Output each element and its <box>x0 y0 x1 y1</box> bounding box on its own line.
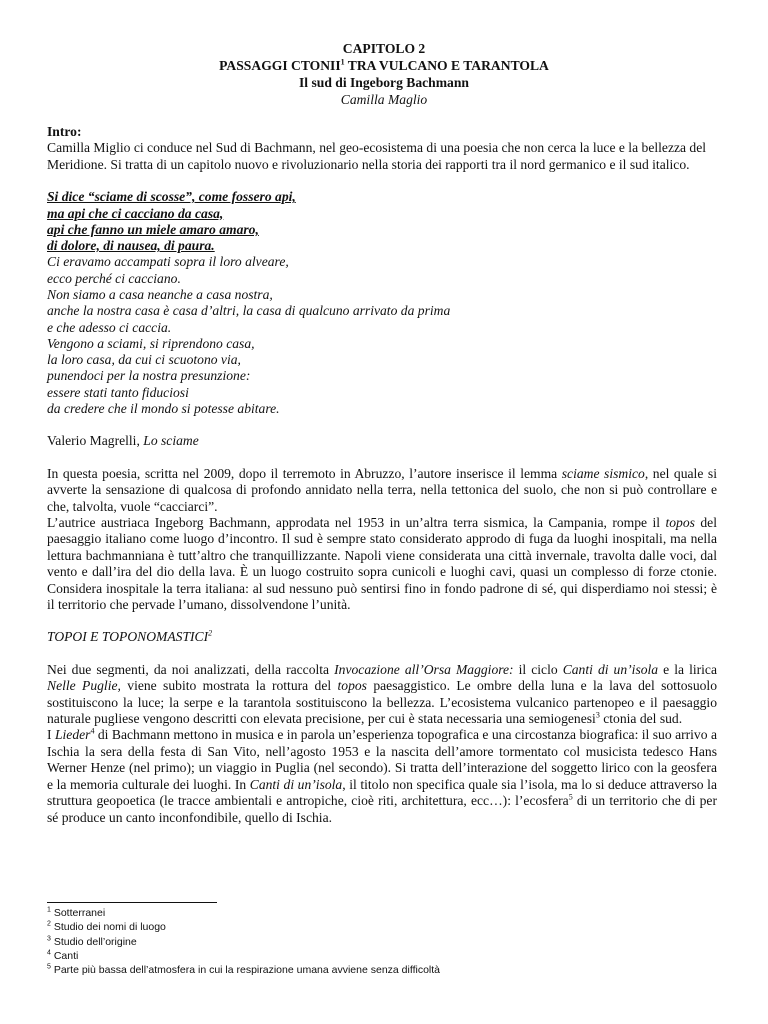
paragraph-3: Nei due segmenti, da noi analizzati, della raccolta Invocazione all’Orsa Maggiore: il ciclo Canti di un’isola e la lirica Nelle Puglie, viene subito mostrata la rottura del topos paesaggistico. Le ombre della luna e la lava del sottosuolo sostituiscono la luce; la serpe e la tarantola sostituiscono la bellezza. L’ecosistema vulcanico partenopeo e il paesaggio naturale pugliese vengono descritti con elevata precisione, per cui è stata necessaria una semiogenesi$^3$ ctonia del sud. <box>47 661 717 727</box>
poem-line: anche la nostra casa è casa d’altri, la casa di qualcuno arrivato da prima <box>47 303 451 319</box>
poem-line: ma api che ci cacciano da casa, <box>47 205 224 221</box>
poem-line: la loro casa, da cui ci scuotono via, <box>47 352 241 368</box>
footnote-ref-4: 4 <box>90 726 95 736</box>
poem-quote <box>47 189 717 417</box>
footnote-item: $^4$ Canti <box>47 949 79 962</box>
footnote-ref-3: 3 <box>595 710 600 720</box>
intro-label: Intro: <box>47 124 82 139</box>
footnote-ref-5: 5 <box>568 792 573 802</box>
paragraph-2: L’autrice austriaca Ingeborg Bachmann, approdata nel 1953 in un’altra terra sismica, la Campania, rompe il topos del paesaggio italiano come luogo d’incontro. Il sud è sempre stato considerato approdo di fuga da luoghi inospitali, ma nella lettura bachmanniana è tutt’altro che tranquillizzante. Napoli viene considerata una città invernale, travolta dalle voci, dal vento e dall’ira del dio della lava. È un luogo costruito sopra cunicoli e luoghi cavi, quasi un complesso di forze ctonie. Considera inospitale la terra italiana: al sud nessuno può sentirsi fino in fondo padrone di sé, qui disperdiamo noi stessi; è il territorio che pervade l’umano, dissolvendone l’unità. <box>47 515 717 613</box>
poem-line: ecco perché ci cacciano. <box>47 270 181 286</box>
poem-line: Vengono a sciami, si riprendono casa, <box>47 335 255 351</box>
footnote-item: $^5$ Parte più bassa dell’atmosfera in cui la respirazione umana avviene senza difficoltà <box>47 963 441 977</box>
poem-line: essere stati tanto fiduciosi <box>47 384 189 400</box>
poem-line: Si dice “sciame di scosse”, come fossero api, <box>47 189 296 205</box>
footnote-separator <box>47 902 217 903</box>
chapter-number: CAPITOLO 2 <box>342 41 426 56</box>
poem-line: punendoci per la nostra presunzione: <box>47 368 251 384</box>
poem-line: e che adesso ci caccia. <box>47 319 172 335</box>
chapter-title: PASSAGGI CTONII$^1$ TRA VULCANO E TARANTOLA <box>219 57 549 73</box>
paragraph-1: In questa poesia, scritta nel 2009, dopo il terremoto in Abruzzo, l’autore inserisce il lemma sciame sismico, nel quale si avverte la sensazione di qualcosa di profondo annidato nella terra, nella tettonica del suolo, che non si può controllare e che, talvolta, vuole “cacciarci”. <box>47 465 717 514</box>
poem-line: Ci eravamo accampati sopra il loro alveare, <box>47 254 289 270</box>
footnote-ref-2: 2 <box>208 628 213 638</box>
chapter-author: Camilla Maglio <box>340 92 428 107</box>
poem-line: Non siamo a casa neanche a casa nostra, <box>47 287 273 302</box>
chapter-header <box>0 40 768 108</box>
footnote-item: $^2$ Studio dei nomi di luogo <box>47 920 166 934</box>
section-heading: TOPOI E TOPONOMASTICI$^2$ <box>47 628 213 645</box>
footnote-item: $^1$ Sotterranei <box>47 906 106 919</box>
chapter-subtitle: Il sud di Ingeborg Bachmann <box>299 75 469 90</box>
poem-line: di dolore, di nausea, di paura. <box>47 238 215 254</box>
intro-text: Camilla Miglio ci conduce nel Sud di Bachmann, nel geo-ecosistema di una poesia che non cerca la luce e la bellezza del Meridione. Si tratta di un capitolo nuovo e rivoluzionario nella storia dei rapporti tra il nord germanico e il sud italico. <box>47 140 707 172</box>
document-body <box>47 124 717 826</box>
footnote-item: $^3$ Studio dell’origine <box>47 935 137 948</box>
footnote-ref-1: 1 <box>340 57 345 67</box>
poem-line: api che fanno un miele amaro amaro, <box>47 221 259 237</box>
paragraph-4: I Lieder$^4$ di Bachmann mettono in musica e in parola un’esperienza topografica e una circostanza biografica: il suo arrivo a Ischia la sera della festa di San Vito, nell’agosto 1953 e la nascita dell’amore tormentato col musicista tedesco Hans Werner Henze (nel primo); un viaggio in Puglia (nel secondo). Si tratta dell’interazione del soggetto lirico con la geosfera e la memoria culturale dei luoghi. In Canti di un’isola, il titolo non specifica quale sia l’isola, ma lo si deduce attraverso la struttura geopoetica (le tracce ambientali e antropiche, cioè riti, architettura, ecc…): l’ecosfera$^5$ di un territorio che di per sé produce un canto inconfondibile, quello di Ischia. <box>47 726 717 825</box>
poem-line: da credere che il mondo si potesse abitare. <box>47 401 280 417</box>
poem-attribution: Valerio Magrelli, Lo sciame <box>47 433 199 449</box>
footnotes <box>47 906 727 977</box>
